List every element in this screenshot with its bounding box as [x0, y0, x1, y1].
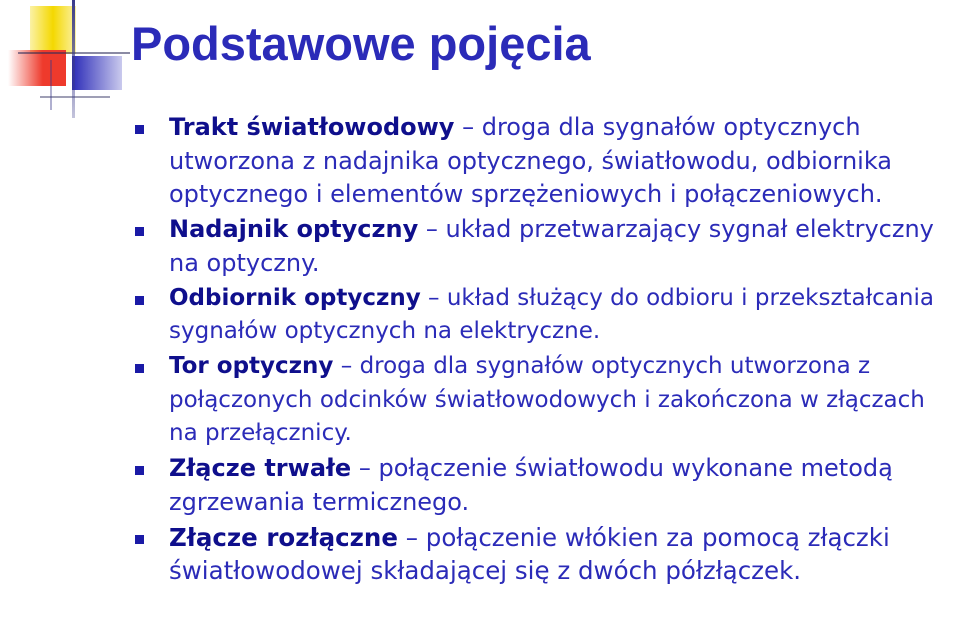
term-label: Nadajnik optyczny	[169, 215, 419, 243]
term-label: Złącze rozłączne	[169, 522, 398, 552]
term-description: droga dla sygnałów optycznych utworzona z nadajnika optycznego, światłowodu, odbiornika optycznego i elementów sprzężeniowych i połączeniowych.	[169, 113, 892, 208]
definition-list	[169, 111, 959, 589]
term-label: Tor optyczny	[169, 353, 334, 379]
list-item-zlacze-rozlaczne	[169, 521, 959, 588]
square-bullet-icon	[135, 125, 144, 134]
page-title: Podstawowe pojęcia	[131, 17, 591, 70]
term-description: układ przetwarzający sygnał elektryczny na optyczny.	[169, 215, 934, 277]
term-label: Odbiornik optyczny	[169, 284, 421, 311]
square-bullet-icon	[135, 466, 144, 475]
term-description: układ służący do odbioru i przekształcania sygnałów optycznych na elektryczne.	[169, 284, 934, 344]
term-separator: –	[454, 113, 482, 141]
list-item-odbiornik	[169, 282, 959, 349]
term-separator: –	[418, 215, 446, 243]
term-separator: –	[333, 353, 360, 379]
colored-squares-logo-icon	[0, 0, 130, 118]
term-separator: –	[420, 284, 447, 311]
term-label: Trakt światłowodowy	[169, 113, 455, 141]
square-bullet-icon	[135, 296, 144, 305]
term-label: Złącze trwałe	[169, 454, 352, 482]
term-separator: –	[397, 522, 426, 552]
list-item-nadajnik	[169, 213, 959, 280]
square-bullet-icon	[135, 227, 144, 236]
list-item-trakt	[169, 111, 959, 212]
list-item-zlacze-trwale	[169, 452, 959, 519]
square-bullet-icon	[135, 535, 144, 544]
term-separator: –	[351, 454, 379, 482]
term-description: droga dla sygnałów optycznych utworzona z połączonych odcinków światłowodowych i zakończona w złączach na przełącznicy.	[169, 353, 925, 446]
term-description: połączenie włókien za pomocą złączki światłowodowej składającej się z dwóch półzłączek.	[169, 522, 890, 585]
list-item-tor	[169, 350, 959, 451]
term-description: połączenie światłowodu wykonane metodą zgrzewania termicznego.	[169, 454, 893, 516]
square-bullet-icon	[135, 364, 144, 373]
